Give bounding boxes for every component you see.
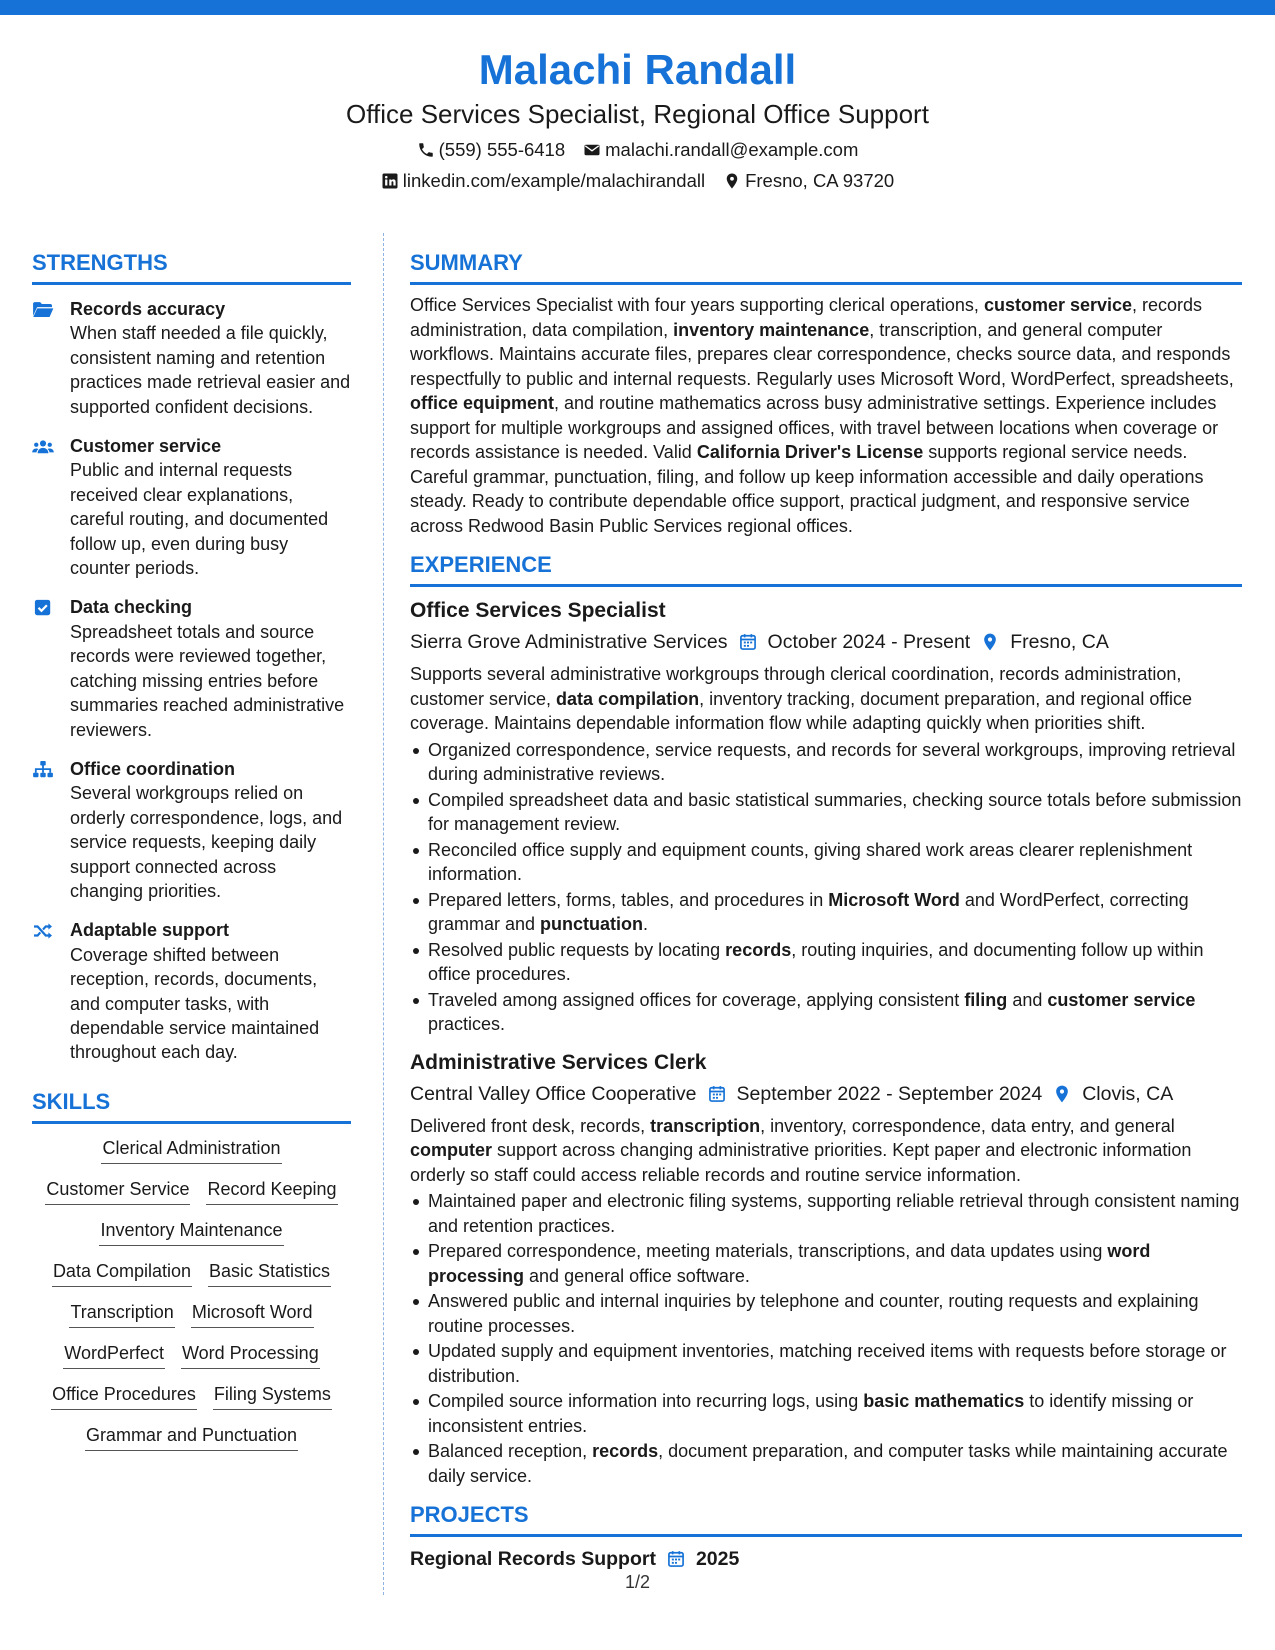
- skill-tag: Basic Statistics: [208, 1259, 331, 1287]
- strength-title: Office coordination: [70, 758, 236, 779]
- skills-heading: SKILLS: [32, 1087, 351, 1124]
- job-description: Delivered front desk, records, transcription, inventory, correspondence, data entry, and general computer support across changing administrative priorities. Kept paper and electronic information orderly so staff could access reliable records and routine service information.: [410, 1115, 1192, 1185]
- job-description: Supports several administrative workgroups through clerical coordination, records administration, customer service, data compilation, inventory tracking, document preparation, and regional office coverage. Maintains dependable information flow while adapting quickly when priorities shift.: [410, 664, 1193, 733]
- skill-tag: Microsoft Word: [191, 1300, 314, 1328]
- map-pin-icon: [723, 172, 741, 190]
- envelope-icon: [583, 141, 601, 159]
- job-bullets: [410, 738, 1242, 1037]
- folder-open-icon: [32, 301, 54, 319]
- shuffle-icon: [32, 922, 54, 940]
- strength-text: When staff needed a file quickly, consistent naming and retention practices made retrieval easier and supported confident decisions.: [70, 323, 351, 417]
- skill-tag: Data Compilation: [52, 1259, 192, 1287]
- skill-row: [32, 1300, 351, 1328]
- skill-row: [32, 1259, 351, 1287]
- job-dates-item: [738, 628, 971, 656]
- candidate-name: Malachi Randall: [478, 46, 797, 93]
- project-item: [410, 1545, 1242, 1573]
- job-meta: [410, 628, 1242, 656]
- strength-text: Coverage shifted between reception, records, documents, and computer tasks, with dependable service maintained throughout each day.: [70, 944, 320, 1063]
- job-bullets: [410, 1189, 1242, 1488]
- calendar-icon: [666, 1549, 686, 1569]
- candidate-title: Office Services Specialist, Regional Office Support: [346, 99, 929, 129]
- strength-text: Several workgroups relied on orderly correspondence, logs, and service requests, keeping daily support connected across changing priorities.: [70, 783, 343, 901]
- strength-text: Public and internal requests received clear explanations, careful routing, and documented follow up, even during busy counter periods.: [70, 460, 329, 579]
- location-item: [723, 169, 894, 193]
- skill-row: [32, 1218, 351, 1246]
- skill-tag: Office Procedures: [51, 1382, 197, 1410]
- job-company: Central Valley Office Cooperative: [410, 1082, 697, 1105]
- contact-row-1: [0, 138, 1275, 162]
- calendar-icon: [738, 632, 758, 652]
- summary-heading: SUMMARY: [410, 248, 1242, 285]
- job-dates: September 2022 - September 2024: [736, 1082, 1043, 1105]
- job-meta: [410, 1080, 1242, 1108]
- linkedin-item[interactable]: [381, 169, 705, 193]
- skill-tag: Clerical Administration: [101, 1136, 281, 1164]
- linkedin-icon: [381, 172, 399, 190]
- skill-tag: WordPerfect: [63, 1341, 165, 1369]
- bullet-item: Organized correspondence, service requests, and records for several workgroups, improving retrieval during administrative reviews.: [410, 738, 1242, 787]
- map-pin-icon: [980, 632, 1000, 652]
- job-entry: [410, 597, 1242, 1037]
- skill-tag: Word Processing: [181, 1341, 320, 1369]
- bullet-item: Prepared letters, forms, tables, and procedures in Microsoft Word and WordPerfect, correcting grammar and punctuation.: [410, 888, 1242, 937]
- contact-row-2: [0, 169, 1275, 193]
- left-column: [32, 248, 351, 1451]
- strength-item: [32, 595, 351, 741]
- summary-text: Office Services Specialist with four years supporting clerical operations, customer service, records administration, data compilation, inventory maintenance, transcription, and general computer workflows. Maintains accurate files, prepares clear correspondence, checks source data, and responds respectfully to public and internal requests. Regularly uses Microsoft Word, WordPerfect, spreadsheets, office equipment, and routine mathematics across busy administrative settings. Experience includes support for multiple workgroups and assigned offices, with travel between locations when coverage or records assistance is needed. Valid California Driver's License supports regional service needs. Careful grammar, punctuation, filing, and follow up keep information accessible and daily operations steady. Ready to contribute dependable office support, practical judgment, and responsive service across Redwood Basin Public Services regional offices.: [410, 295, 1234, 536]
- strength-item: [32, 297, 351, 419]
- job-location-item: [1052, 1080, 1173, 1108]
- bullet-item: Updated supply and equipment inventories, matching received items with requests before storage or distribution.: [410, 1339, 1242, 1388]
- resume-header: [0, 44, 1275, 193]
- skill-tag: Record Keeping: [206, 1177, 337, 1205]
- job-location: Fresno, CA: [1010, 631, 1109, 653]
- project-title: Regional Records Support: [410, 1548, 656, 1570]
- strength-title: Data checking: [70, 597, 193, 618]
- skill-tag: Filing Systems: [213, 1382, 332, 1410]
- strengths-heading: STRENGTHS: [32, 248, 351, 285]
- experience-heading: EXPERIENCE: [410, 550, 1242, 587]
- users-icon: [32, 438, 54, 456]
- strength-title: Customer service: [70, 436, 222, 457]
- phone-item: [417, 138, 566, 162]
- email-text[interactable]: malachi.randall@example.com: [605, 139, 859, 160]
- checkbox-icon: [32, 599, 54, 617]
- email-item[interactable]: [583, 138, 858, 162]
- sitemap-icon: [32, 761, 54, 779]
- bullet-item: Prepared correspondence, meeting materials, transcriptions, and data updates using word processing and general office software.: [410, 1239, 1242, 1288]
- phone-icon: [417, 141, 435, 159]
- project-date: 2025: [695, 1548, 740, 1570]
- bullet-item: Reconciled office supply and equipment counts, giving shared work areas clearer replenishment information.: [410, 838, 1242, 887]
- strength-item: [32, 434, 351, 580]
- skill-tag: Customer Service: [45, 1177, 190, 1205]
- skill-tag: Inventory Maintenance: [99, 1218, 283, 1246]
- strength-item: [32, 757, 351, 903]
- location-text: Fresno, CA 93720: [745, 170, 895, 191]
- linkedin-text[interactable]: linkedin.com/example/malachirandall: [402, 170, 706, 191]
- job-company: Sierra Grove Administrative Services: [410, 631, 728, 653]
- job-title: Office Services Specialist: [410, 599, 666, 622]
- strength-text: Spreadsheet totals and source records were reviewed together, catching missing entries before summaries reached administrative reviewers.: [70, 621, 345, 740]
- strength-item: [32, 918, 351, 1064]
- job-location-item: [980, 628, 1109, 656]
- top-accent-bar: [0, 0, 1275, 15]
- strength-title: Records accuracy: [70, 299, 226, 319]
- bullet-item: Traveled among assigned offices for coverage, applying consistent filing and customer service practices.: [410, 988, 1242, 1037]
- skill-tag: Transcription: [69, 1300, 174, 1328]
- skill-row: [32, 1177, 351, 1205]
- bullet-item: Answered public and internal inquiries by telephone and counter, routing requests and explaining routine processes.: [410, 1289, 1242, 1338]
- strengths-list: [32, 297, 351, 1065]
- bullet-item: Compiled spreadsheet data and basic statistical summaries, checking source totals before submission for management review.: [410, 788, 1242, 837]
- bullet-item: Compiled source information into recurring logs, using basic mathematics to identify missing or inconsistent entries.: [410, 1389, 1242, 1438]
- map-pin-icon: [1052, 1084, 1072, 1104]
- projects-heading: PROJECTS: [410, 1500, 1242, 1537]
- bullet-item: Resolved public requests by locating records, routing inquiries, and documenting follow up within office procedures.: [410, 938, 1242, 987]
- skill-tag: Grammar and Punctuation: [85, 1423, 298, 1451]
- page-number: 1/2: [624, 1572, 651, 1592]
- skill-row: [32, 1423, 351, 1451]
- job-location: Clovis, CA: [1082, 1082, 1174, 1105]
- job-entry: [410, 1049, 1242, 1489]
- job-title: Administrative Services Clerk: [410, 1050, 707, 1074]
- skill-row: [32, 1341, 351, 1369]
- skill-row: [32, 1382, 351, 1410]
- bullet-item: Balanced reception, records, document preparation, and computer tasks while maintaining accurate daily service.: [410, 1439, 1242, 1488]
- phone-text: (559) 555-6418: [438, 139, 566, 160]
- job-dates-item: [707, 1080, 1043, 1108]
- calendar-icon: [707, 1084, 727, 1104]
- job-dates: October 2024 - Present: [767, 631, 971, 653]
- right-column: [410, 248, 1242, 1573]
- skills-list: [32, 1136, 351, 1451]
- skill-row: [32, 1136, 351, 1164]
- bullet-item: Maintained paper and electronic filing systems, supporting reliable retrieval through consistent naming and retention practices.: [410, 1189, 1242, 1238]
- column-divider: [383, 233, 384, 1595]
- strength-title: Adaptable support: [70, 920, 230, 941]
